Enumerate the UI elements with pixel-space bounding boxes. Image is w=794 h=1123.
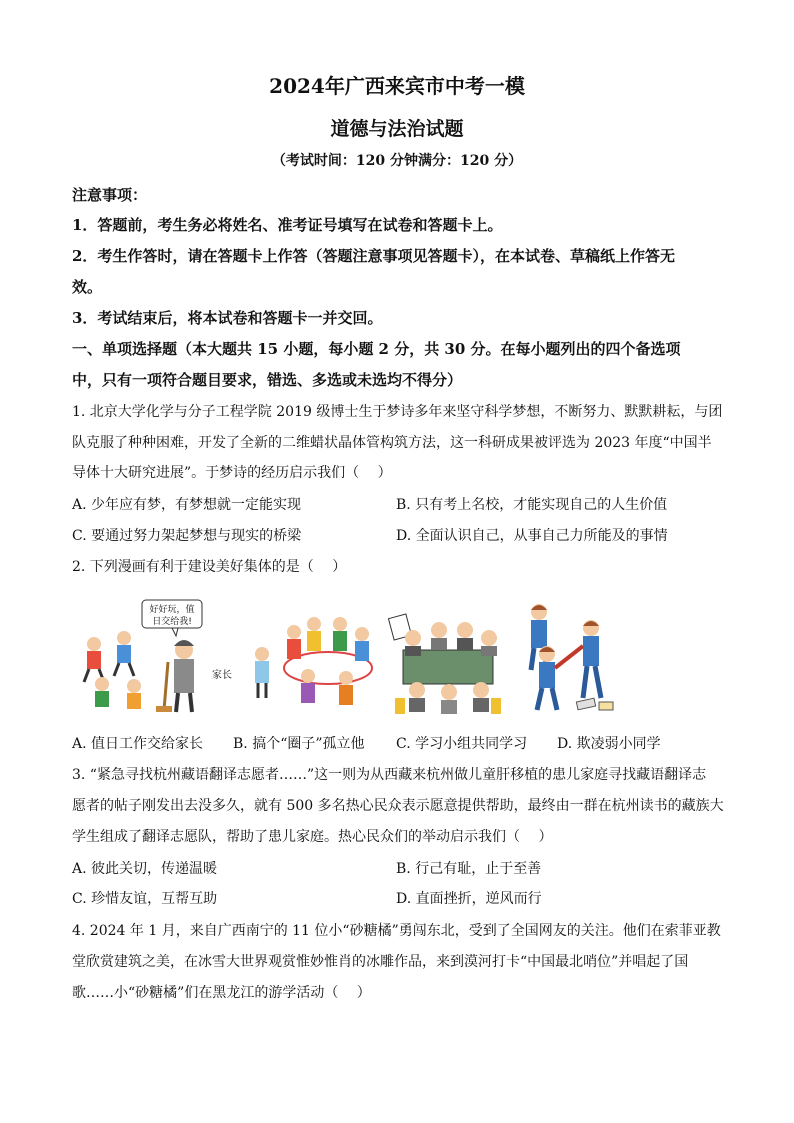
q3-stem-line-1: 3. “紧急寻找杭州藏语翻译志愿者……”这一则为从西藏来杭州做儿童肝移植的患儿家庭寻找藏语翻译志 xyxy=(72,767,707,783)
q1-option-a[interactable]: A. 少年应有梦，有梦想就一定能实现 xyxy=(72,497,302,513)
q3-stem-line-3: 学生组成了翻译志愿队，帮助了患儿家庭。热心民众们的举动启示我们（ ） xyxy=(72,829,553,845)
q3-stem-line-2: 愿者的帖子刚发出去没多久，就有 500 多名热心民众表示愿意提供帮助，最终由一群在杭州读书的藏族大 xyxy=(72,798,724,814)
note-item-2-cont: 效。 xyxy=(72,278,103,296)
q1-option-b[interactable]: B. 只有考上名校，才能实现自己的人生价值 xyxy=(396,497,668,513)
q3-option-b[interactable]: B. 行己有耻，止于至善 xyxy=(396,861,542,877)
exam-subject: 道德与法治试题 xyxy=(330,118,464,140)
q3-option-a[interactable]: A. 彼此关切，传递温暖 xyxy=(72,861,218,877)
note-item-1: 1．答题前，考生务必将姓名、准考证号填写在试卷和答题卡上。 xyxy=(72,216,503,234)
cartoon-c-image xyxy=(383,598,513,718)
q4-stem-line-1: 4. 2024 年 1 月，来自广西南宁的 11 位小“砂糖橘”勇闯东北，受到了全国网友的关注。他们在索菲亚教 xyxy=(72,923,721,939)
exam-info: （考试时间：120 分钟满分：120 分） xyxy=(271,153,523,169)
notes-heading: 注意事项： xyxy=(72,186,148,204)
section-heading-line-1: 一、单项选择题（本大题共 15 小题，每小题 2 分，共 30 分。在每小题列出的四个备选项 xyxy=(72,340,681,358)
q2-option-c[interactable]: C. 学习小组共同学习 xyxy=(396,736,528,752)
cartoon-a-bubble-line-1: 好好玩，值 xyxy=(149,605,195,615)
q2-option-d[interactable]: D. 欺凌弱小同学 xyxy=(557,736,661,752)
q1-stem-line-1: 1. 北京大学化学与分子工程学院 2019 级博士生于梦诗多年来坚守科学梦想，不断努力、默默耕耘，与团 xyxy=(72,404,723,420)
q3-option-d[interactable]: D. 直面挫折，逆风而行 xyxy=(396,891,542,907)
q2-option-b[interactable]: B. 搞个“圈子”孤立他 xyxy=(233,736,365,752)
q1-stem-line-2: 队克服了种种困难，开发了全新的二维蜡状晶体管构筑方法，这一科研成果被评选为 2023 年度“中国半 xyxy=(72,435,712,451)
note-item-2: 2．考生作答时，请在答题卡上作答（答题注意事项见答题卡），在本试卷、草稿纸上作答无 xyxy=(72,247,675,265)
q2-stem: 2. 下列漫画有利于建设美好集体的是（ ） xyxy=(72,559,347,575)
note-item-3: 3．考试结束后，将本试卷和答题卡一并交回。 xyxy=(72,309,383,327)
section-heading-line-2: 中，只有一项符合题目要求，错选、多选或未选均不得分） xyxy=(72,371,463,389)
q2-option-a[interactable]: A. 值日工作交给家长 xyxy=(72,736,204,752)
q1-option-d[interactable]: D. 全面认识自己，从事自己力所能及的事情 xyxy=(396,528,668,544)
q4-stem-line-3: 歌……小“砂糖橘”们在黑龙江的游学活动（ ） xyxy=(72,985,371,1001)
q1-stem-line-3: 导体十大研究进展”。于梦诗的经历启示我们（ ） xyxy=(72,465,392,481)
cartoon-d-image xyxy=(517,598,617,718)
cartoon-a-label: 家长 xyxy=(212,670,232,681)
q4-stem-line-2: 堂欣赏建筑之美，在冰雪大世界观赏惟妙惟肖的冰雕作品，来到漠河打卡“中国最北哨位”并唱起了国 xyxy=(72,954,689,970)
cartoon-a-image xyxy=(72,598,232,718)
exam-title: 2024年广西来宾市中考一模 xyxy=(269,74,525,98)
q1-option-c[interactable]: C. 要通过努力架起梦想与现实的桥梁 xyxy=(72,528,302,544)
cartoon-a-bubble-line-2: 日交给我! xyxy=(152,617,192,627)
cartoon-b-image xyxy=(248,598,383,718)
q3-option-c[interactable]: C. 珍惜友谊，互帮互助 xyxy=(72,891,218,907)
